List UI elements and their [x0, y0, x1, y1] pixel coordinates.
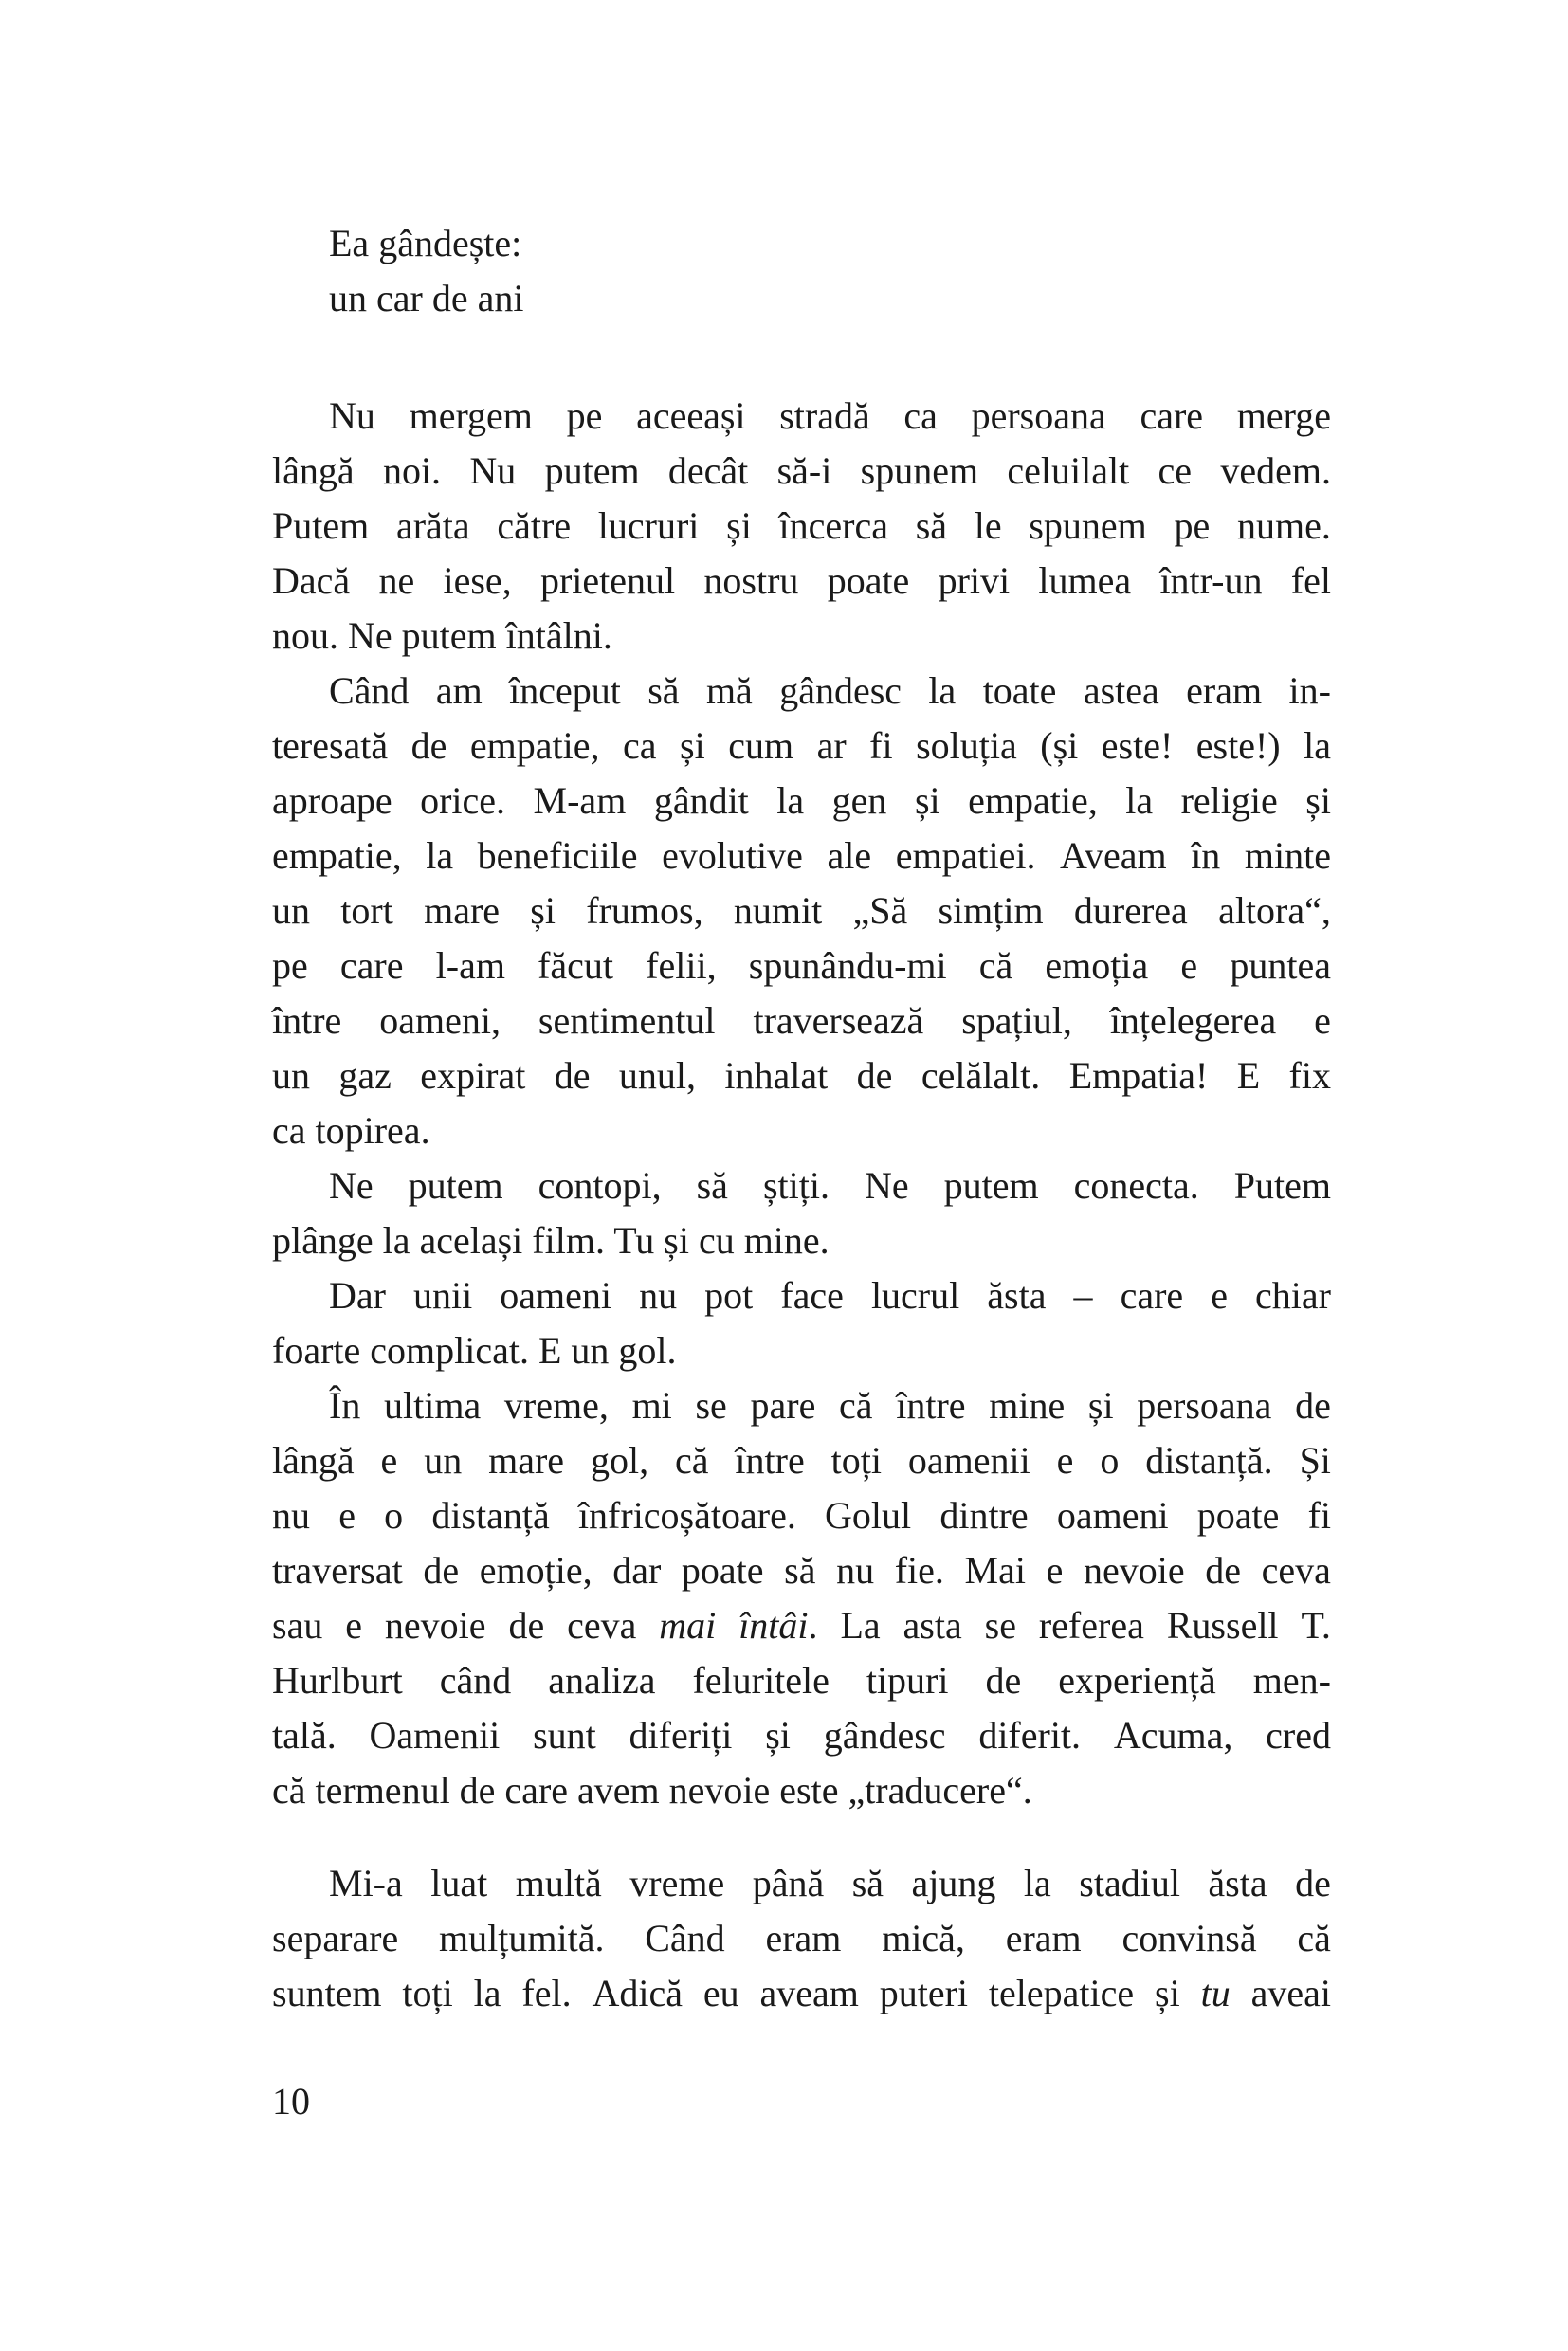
paragraph	[272, 1268, 1331, 1378]
text-line: Când am început să mă gândesc la toate astea eram in-	[329, 669, 1331, 712]
text-line: teresată de empatie, ca și cum ar fi soluția (și este! este!) la	[272, 724, 1331, 767]
epigraph-line-1: Ea gândește:	[329, 222, 522, 264]
text-line: separare mulțumită. Când eram mică, eram convinsă că	[272, 1917, 1331, 1959]
paragraph	[272, 389, 1331, 664]
text-line: Dar unii oameni nu pot face lucrul ăsta – care e chiar	[329, 1274, 1331, 1317]
text-line: un tort mare și frumos, numit „Să simțim durerea altora“,	[272, 889, 1331, 932]
text-line: între oameni, sentimentul traversează spațiul, înțelegerea e	[272, 999, 1331, 1042]
text-line: lângă e un mare gol, că între toți oamenii e o distanță. Și	[272, 1439, 1331, 1482]
paragraph	[272, 1158, 1331, 1268]
text-line: aproape orice. M-am gândit la gen și empatie, la religie și	[272, 779, 1331, 822]
text-line: Ne putem contopi, să știți. Ne putem conecta. Putem	[329, 1164, 1331, 1207]
paragraph	[272, 1378, 1331, 1818]
text-line: Putem arăta către lucruri și încerca să le spunem pe nume.	[272, 504, 1331, 547]
text-line: plânge la același film. Tu și cu mine.	[272, 1219, 830, 1262]
text-line: suntem toți la fel. Adică eu aveam puteri telepatice și tu aveai	[272, 1972, 1331, 2014]
epigraph	[329, 216, 523, 326]
text-line: Mi-a luat multă vreme până să ajung la stadiul ăsta de	[329, 1862, 1331, 1904]
text-line: sau e nevoie de ceva mai întâi. La asta se referea Russell T.	[272, 1604, 1331, 1647]
text-line: Nu mergem pe aceeași stradă ca persoana care merge	[329, 394, 1331, 437]
text-line: traversat de emoție, dar poate să nu fie. Mai e nevoie de ceva	[272, 1549, 1331, 1592]
text-line: pe care l-am făcut felii, spunându-mi că emoția e puntea	[272, 944, 1331, 987]
text-line: Hurlburt când analiza feluritele tipuri de experiență men-	[272, 1659, 1331, 1702]
text-line: foarte complicat. E un gol.	[272, 1329, 677, 1372]
text-line: empatie, la beneficiile evolutive ale empatiei. Aveam în minte	[272, 834, 1331, 877]
text-line: ca topirea.	[272, 1109, 430, 1152]
paragraph	[272, 1856, 1331, 2021]
text-line: tală. Oamenii sunt diferiți și gândesc diferit. Acuma, cred	[272, 1714, 1331, 1757]
epigraph-line-2: un car de ani	[329, 277, 524, 319]
paragraph	[272, 664, 1331, 1158]
text-line: În ultima vreme, mi se pare că între mine și persoana de	[329, 1384, 1331, 1427]
text-line: că termenul de care avem nevoie este „traducere“.	[272, 1769, 1032, 1812]
text-line: Dacă ne iese, prietenul nostru poate privi lumea într-un fel	[272, 559, 1331, 602]
page-number: 10	[272, 2080, 310, 2123]
body-text	[272, 389, 1331, 2021]
text-line: nu e o distanță înfricoșătoare. Golul dintre oameni poate fi	[272, 1494, 1331, 1537]
text-line: lângă noi. Nu putem decât să-i spunem celuilalt ce vedem.	[272, 449, 1331, 492]
text-line: nou. Ne putem întâlni.	[272, 614, 612, 657]
text-line: un gaz expirat de unul, inhalat de celălalt. Empatia! E fix	[272, 1054, 1331, 1097]
